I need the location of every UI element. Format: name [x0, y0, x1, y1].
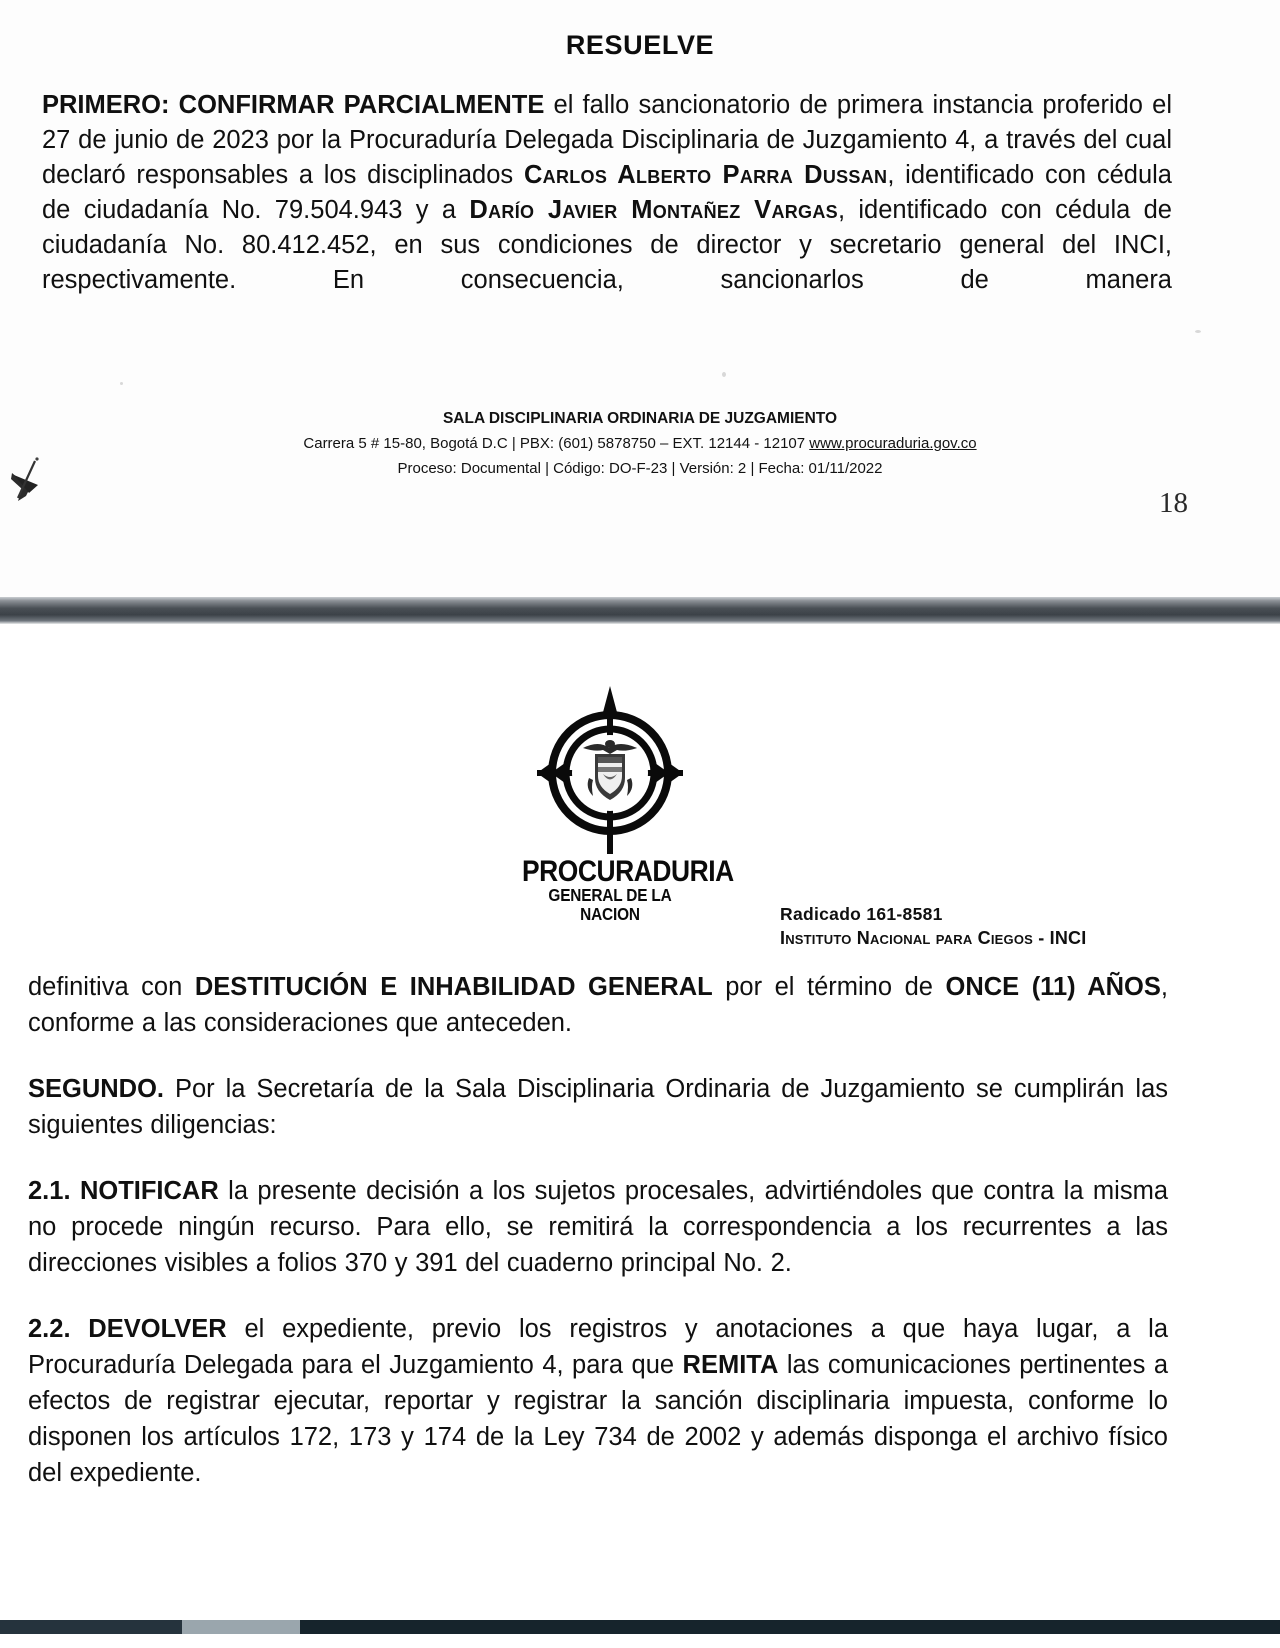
paragraph-primero-text-1: el fallo sancionatorio de primera instancia proferido el 27 de junio de 2023 por la Procuraduría Delegada Disciplinaria de Juzgamiento 4, a través del cual declaró responsables a los disciplinados: [42, 91, 1173, 189]
paragraph-primero-lead: PRIMERO: CONFIRMAR PARCIALMENTE: [42, 91, 545, 119]
scan-speck: [1195, 330, 1201, 333]
paragraph-segundo-text: Por la Secretaría de la Sala Disciplinaria Ordinaria de Juzgamiento se cumplirán las siguientes diligencias:: [28, 1075, 1168, 1139]
paragraph-continuation-text-3: , conforme a las consideraciones que anteceden.: [28, 973, 1168, 1037]
radicado-block: [780, 904, 1086, 949]
disciplined-name-1: Carlos Alberto Parra Dussan: [523, 161, 888, 189]
footer-address-line: [0, 431, 1280, 456]
page-separator: [0, 597, 1280, 624]
scanned-page-top: [0, 0, 1280, 597]
bottom-strip-segment-right: [300, 1620, 1280, 1634]
radicado-number: Radicado 161-8581: [780, 904, 943, 924]
logo-text-procuraduria: PROCURADURIA: [522, 855, 734, 888]
footer-office-name: SALA DISCIPLINARIA ORDINARIA DE JUZGAMIENTO: [442, 410, 838, 427]
paragraph-primero-text-3: , identificado con cédula de ciudadanía No. 80.412.452, en sus condiciones de director y secretario general del INCI, respectivamente. En consecuencia, sancionarlos de manera: [42, 196, 1172, 294]
bottom-strip-segment-highlight: [182, 1620, 300, 1634]
paragraph-2-2-devolver: [28, 1311, 1168, 1491]
page-title: RESUELVE: [565, 30, 715, 60]
sanction-type: DESTITUCIÓN E INHABILIDAD GENERAL: [194, 973, 713, 1001]
paragraph-2-2-lead: 2.2. DEVOLVER: [28, 1315, 227, 1343]
paragraph-continuation-text-1: definitiva con: [28, 973, 195, 1001]
sanction-duration: ONCE (11) AÑOS: [945, 973, 1161, 1001]
paragraph-continuation: [28, 969, 1168, 1041]
procuraduria-emblem-icon: [521, 686, 699, 861]
paragraph-2-2-bold-remita: REMITA: [682, 1351, 779, 1379]
resolution-body-page1: [42, 88, 1172, 355]
paragraph-2-1-notificar: [28, 1173, 1168, 1281]
scan-speck: [120, 382, 123, 385]
bottom-strip-segment-left: [0, 1620, 182, 1634]
scan-speck: [722, 372, 726, 377]
scanned-page-bottom: [0, 624, 1280, 1634]
paragraph-2-1-text: la presente decisión a los sujetos procesales, advirtiéndoles que contra la misma no procede ningún recurso. Para ello, se remitirá la correspondencia a los recurrentes a las direcciones visibles a folios 370 y 391 del cuaderno principal No. 2.: [28, 1177, 1168, 1277]
page-number: 18: [1159, 487, 1188, 519]
footer-process-metadata: Proceso: Documental | Código: DO-F-23 | Versión: 2 | Fecha: 01/11/2022: [397, 460, 883, 477]
procuraduria-logo: [510, 686, 734, 924]
paragraph-segundo-lead: SEGUNDO.: [28, 1075, 165, 1103]
paragraph-segundo: [28, 1071, 1168, 1143]
footer-website-link[interactable]: www.procuraduria.gov.co: [809, 435, 977, 452]
disciplined-name-2: Darío Javier Montañez Vargas: [469, 196, 838, 224]
logo-text-general-de-la-nacion: GENERAL DE LA NACION: [548, 885, 672, 924]
paragraph-2-2-text-2: las comunicaciones pertinentes a efectos de registrar ejecutar, reportar y registrar la sanción disciplinaria impuesta, conforme lo disponen los artículos 172, 173 y 174 de la Ley 734 de 2002 y además disponga el archivo físico del expediente.: [28, 1351, 1168, 1487]
viewer-bottom-strip: [0, 1620, 1280, 1634]
resolution-body-page2: [28, 969, 1168, 1521]
footer-address-text: Carrera 5 # 15-80, Bogotá D.C | PBX: (601) 5878750 – EXT. 12144 - 12107: [303, 435, 810, 452]
page-footer: [0, 406, 1280, 481]
entity-name: Instituto Nacional para Ciegos - INCI: [780, 928, 1087, 948]
paragraph-primero-text-2: , identificado con cédula de ciudadanía No. 79.504.943 y a: [42, 161, 1172, 224]
paragraph-primero: [42, 88, 1172, 333]
letterhead: [0, 624, 1280, 954]
paragraph-continuation-text-2: por el término de: [712, 973, 946, 1001]
paragraph-2-2-text-1: el expediente, previo los registros y anotaciones a que haya lugar, a la Procuraduría Delegada para el Juzgamiento 4, para que: [28, 1315, 1168, 1379]
paragraph-2-1-lead: 2.1. NOTIFICAR: [28, 1177, 219, 1205]
